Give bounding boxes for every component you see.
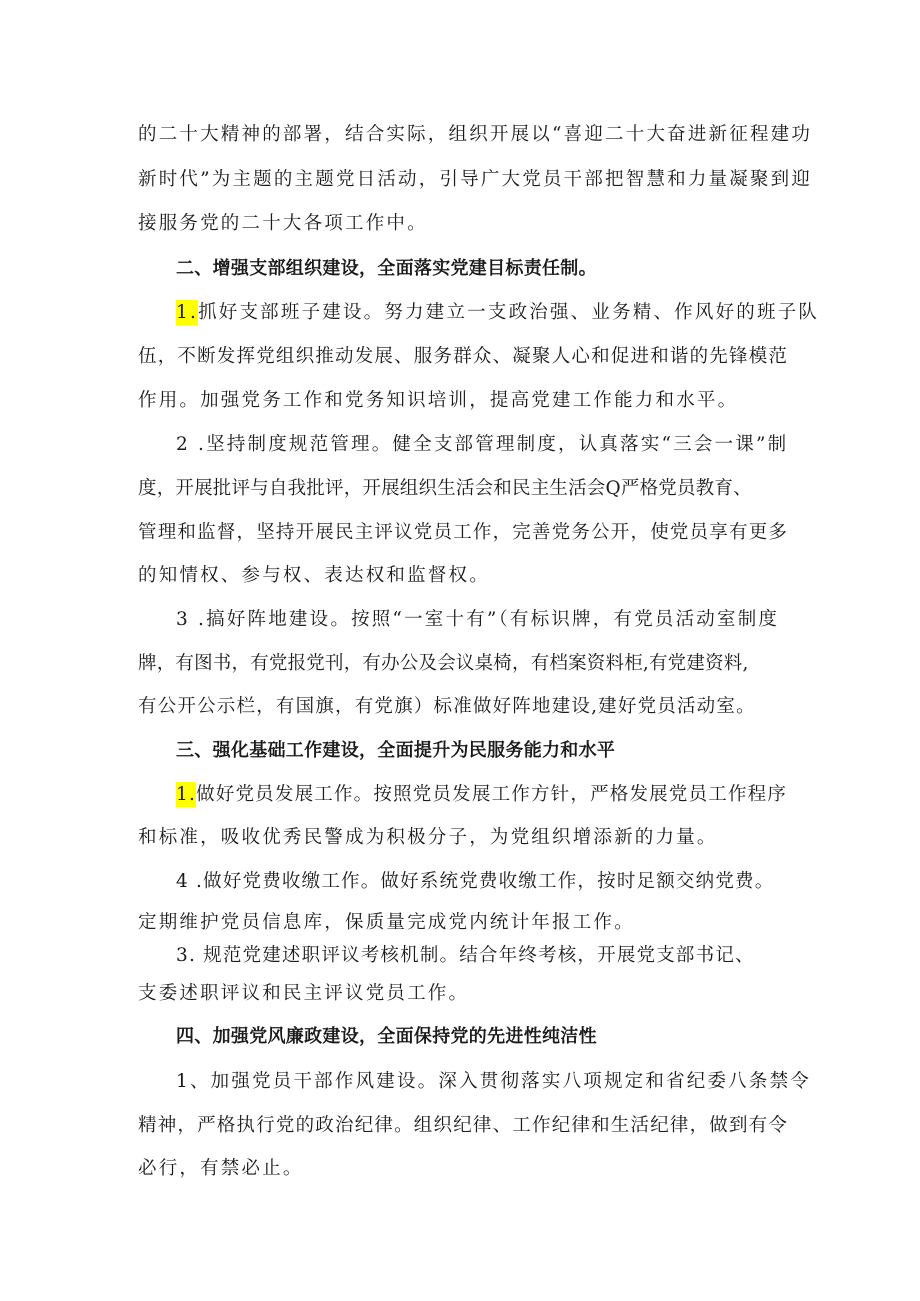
paragraph-line: 牌，有图书，有党报党刊，有办公及会议桌椅，有档案资料柜,有党建资料, xyxy=(138,653,749,674)
paragraph-line: 精神，严格执行党的政治纪律。组织纪律、工作纪律和生活纪律，做到有令 xyxy=(138,1115,789,1136)
list-item-text: 抓好支部班子建设。努力建立一支政治强、业务精、作风好的班子队 xyxy=(198,302,820,323)
paragraph-line: 度，开展批评与自我批评，开展组织生活会和民主生活会Q严格党员教育、 xyxy=(138,478,752,499)
list-item-text: 做好党员发展工作。按照党员发展工作方针，严格发展党员工作程序 xyxy=(196,784,788,805)
list-item-line: 4 .做好党费收缴工作。做好系统党费收缴工作，按时足额交纳党费。 xyxy=(176,871,775,892)
list-item-line: 3 .搞好阵地建设。按照“一室十有”（有标识牌，有党员活动室制度 xyxy=(176,609,780,630)
paragraph-line: 管理和监督，坚持开展民主评议党员工作，完善党务公开，使党员享有更多 xyxy=(138,522,789,543)
paragraph-line: 定期维护党员信息库，保质量完成党内统计年报工作。 xyxy=(138,912,635,933)
highlight-marker: 1. xyxy=(176,302,199,323)
highlight-marker: 1. xyxy=(176,784,197,805)
list-item-line xyxy=(176,304,819,323)
section-heading-4: 四、加强党风廉政建设，全面保持党的先进性纯洁性 xyxy=(176,1026,597,1047)
paragraph-line: 的二十大精神的部署，结合实际，组织开展以“喜迎二十大奋进新征程建功 xyxy=(138,124,813,145)
section-heading-3: 三、强化基础工作建设，全面提升为民服务能力和水平 xyxy=(176,740,616,761)
paragraph-line: 新时代”为主题的主题党日活动，引导广大党员干部把智慧和力量凝聚到迎 xyxy=(138,169,813,190)
list-item-line xyxy=(176,786,787,805)
section-heading-2: 二、增强支部组织建设，全面落实党建目标责任制。 xyxy=(176,258,597,279)
paragraph-line: 必行，有禁必止。 xyxy=(138,1158,304,1179)
paragraph-line: 接服务党的二十大各项工作中。 xyxy=(138,213,428,234)
paragraph-line: 的知情权、参与权、表达权和监督权。 xyxy=(138,565,490,586)
list-item-line: 3. 规范党建述职评议考核机制。结合年终考核，开展党支部书记、 xyxy=(176,945,755,966)
list-item-line: 2 .坚持制度规范管理。健全支部管理制度，认真落实“三会一课”制 xyxy=(176,434,789,455)
paragraph-line: 伍，不断发挥党组织推动发展、服务群众、凝聚人心和促进和谐的先锋模范 xyxy=(138,346,789,367)
paragraph-line: 和标准，吸收优秀民警成为积极分子，为党组织增添新的力量。 xyxy=(138,827,718,848)
paragraph-line: 作用。加强党务工作和党务知识培训，提高党建工作能力和水平。 xyxy=(138,390,739,411)
paragraph-line: 支委述职评议和民主评议党员工作。 xyxy=(138,983,470,1004)
list-item-line: 1、加强党员干部作风建设。深入贯彻落实八项规定和省纪委八条禁令 xyxy=(176,1071,811,1092)
paragraph-line: 有公开公示栏，有国旗，有党旗）标准做好阵地建设,建好党员活动室。 xyxy=(138,696,756,717)
